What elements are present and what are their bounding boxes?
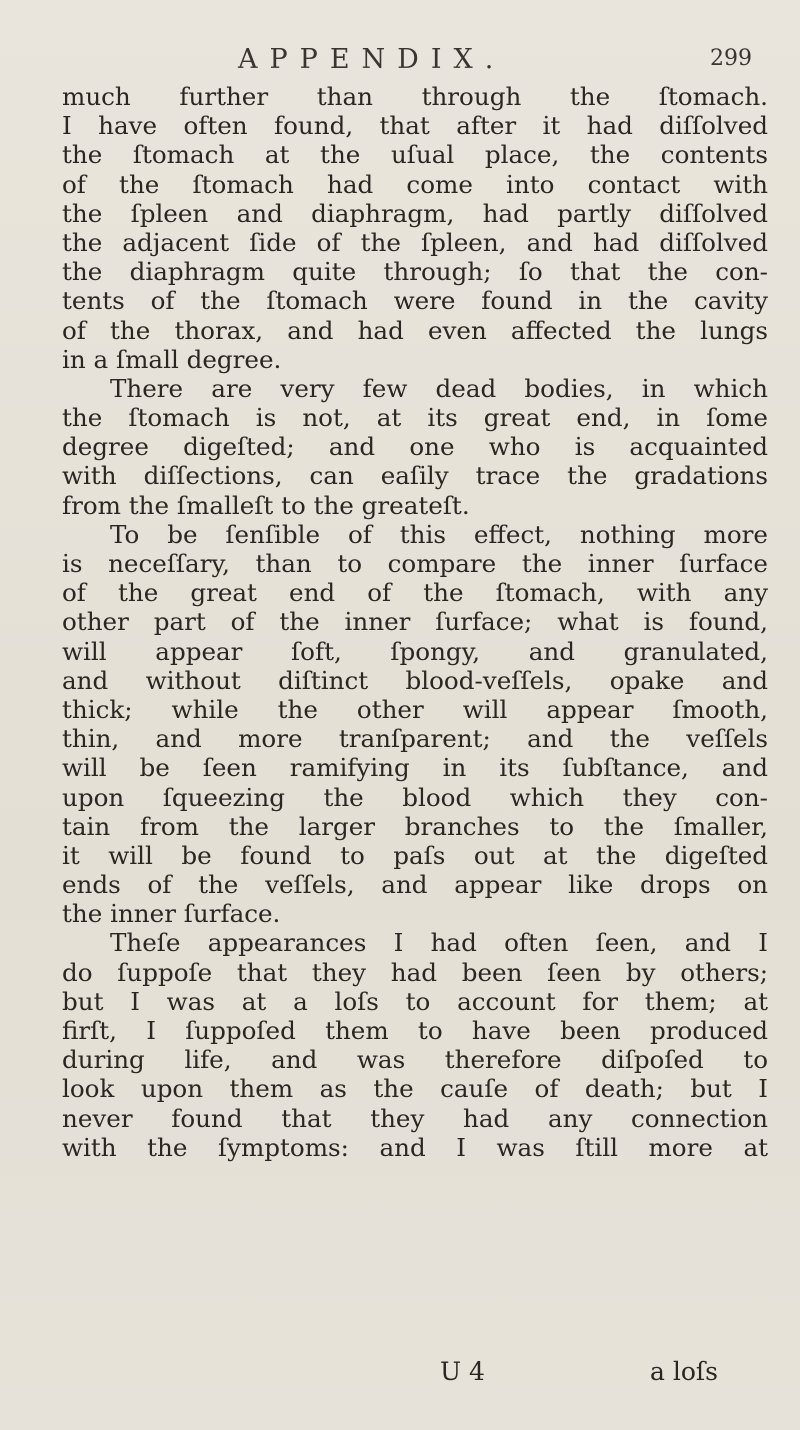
running-head: APPENDIX. xyxy=(238,44,506,75)
text-line: the ſpleen and diaphragm, had partly diſſolved xyxy=(62,198,768,228)
text-line: thin, and more tranſparent; and the veſſels xyxy=(62,724,768,754)
text-line: tents of the ſtomach were found in the cavity xyxy=(62,286,768,316)
text-line: will be ſeen ramifying in its ſubſtance, and xyxy=(62,753,768,783)
text-line: do ſuppoſe that they had been ſeen by others; xyxy=(62,957,768,987)
text-line: the adjacent ſide of the ſpleen, and had diſſolved xyxy=(62,227,768,257)
text-line: with the ſymptoms: and I was ſtill more at xyxy=(62,1132,768,1162)
text-line: upon ſqueezing the blood which they con- xyxy=(62,782,768,812)
paragraph-start: To be ſenſible of this effect, nothing more xyxy=(110,519,768,549)
text-line: tain from the larger branches to the ſmaller, xyxy=(62,811,768,841)
text-line: ends of the veſſels, and appear like drops on xyxy=(62,870,768,900)
text-line: but I was at a loſs to account for them; at xyxy=(62,986,768,1016)
page-header xyxy=(0,44,800,84)
signature-mark: U 4 xyxy=(440,1357,485,1386)
text-line: the ſtomach is not, at its great end, in ſome xyxy=(62,403,768,433)
text-line: degree digeſted; and one who is acquainted xyxy=(62,432,768,462)
text-line: with diſſections, can eaſily trace the gradations xyxy=(62,461,768,491)
page-footer xyxy=(0,1357,800,1391)
text-line: it will be found to paſs out at the digeſted xyxy=(62,840,768,870)
text-line: of the great end of the ſtomach, with any xyxy=(62,578,768,608)
text-line: is neceſſary, than to compare the inner ſurface xyxy=(62,549,768,578)
text-line: much further than through the ſtomach. xyxy=(62,82,768,111)
text-line: look upon them as the cauſe of death; but I xyxy=(62,1074,768,1104)
text-line: of the thorax, and had even affected the lungs xyxy=(62,315,768,345)
text-line: from the ſmalleſt to the greateſt. xyxy=(62,490,470,520)
paragraph-start: Theſe appearances I had often ſeen, and I xyxy=(110,928,768,958)
text-line: the ſtomach at the uſual place, the contents xyxy=(62,140,768,170)
text-line: other part of the inner ſurface; what is found, xyxy=(62,607,768,637)
text-line: never found that they had any connection xyxy=(62,1103,768,1133)
text-line: in a ſmall degree. xyxy=(62,344,282,374)
text-line: the inner ſurface. xyxy=(62,899,281,929)
page-number: 299 xyxy=(710,46,752,71)
catchword: a loſs xyxy=(650,1357,718,1386)
text-line: will appear ſoft, ſpongy, and granulated, xyxy=(62,636,768,666)
text-line: firſt, I ſuppoſed them to have been produced xyxy=(62,1016,768,1045)
paragraph-start: There are very few dead bodies, in which xyxy=(110,373,768,403)
text-line: thick; while the other will appear ſmooth, xyxy=(62,694,768,724)
text-line: I have often found, that after it had diſſolved xyxy=(62,111,768,141)
body-text xyxy=(62,82,768,1162)
text-line: and without diſtinct blood-veſſels, opake and xyxy=(62,665,768,695)
text-line: during life, and was therefore diſpoſed to xyxy=(62,1045,768,1075)
text-line: of the ſtomach had come into contact with xyxy=(62,169,768,199)
text-line: the diaphragm quite through; ſo that the con- xyxy=(62,257,768,287)
